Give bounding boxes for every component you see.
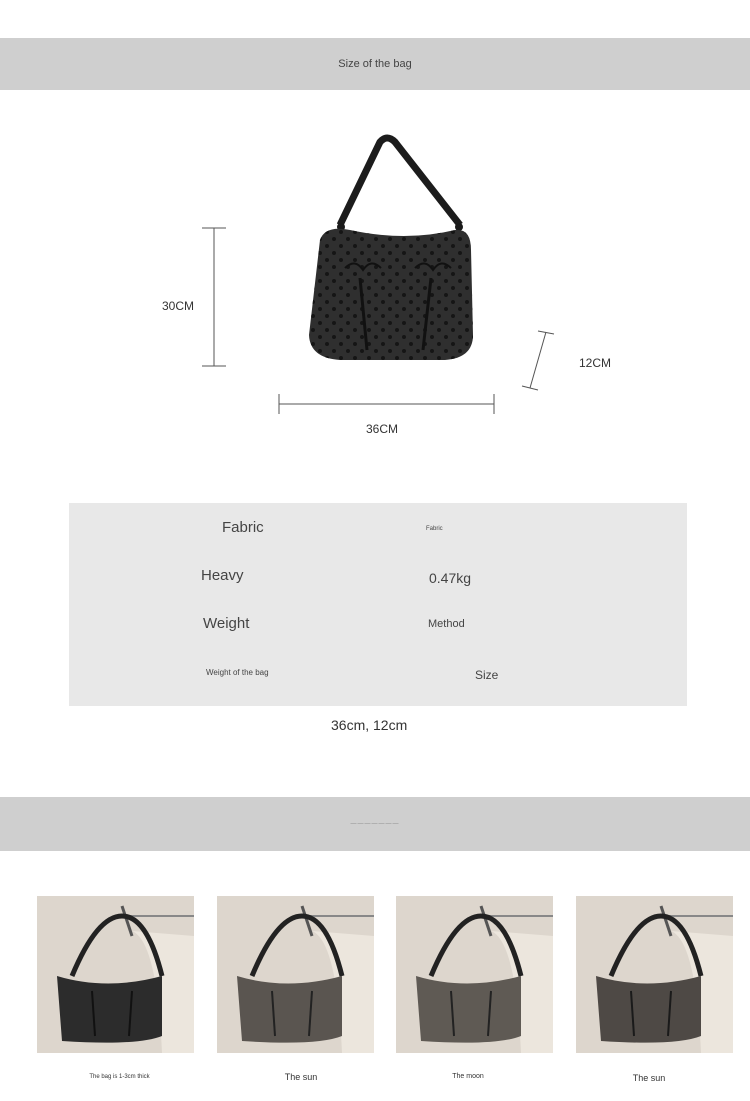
color-caption-4: The sun bbox=[632, 1073, 666, 1083]
spec-value-weight: 0.47kg bbox=[429, 570, 472, 586]
color-thumbnail-2[interactable] bbox=[217, 896, 374, 1053]
depth-dimension-line bbox=[518, 326, 558, 396]
bag-photo bbox=[396, 896, 553, 1053]
width-dimension-line bbox=[276, 392, 498, 416]
spec-label-size: Size bbox=[475, 668, 499, 682]
spec-label-weight: Weight bbox=[203, 615, 250, 632]
colors-header-band bbox=[0, 797, 750, 851]
spec-label-bag-weight: Weight of the bag bbox=[206, 668, 269, 677]
color-caption-2: The sun bbox=[284, 1072, 318, 1082]
spec-label-heavy: Heavy bbox=[201, 567, 244, 584]
size-header-title: Size of the bag bbox=[338, 58, 412, 70]
color-caption-1: The bag is 1-3cm thick bbox=[89, 1074, 150, 1080]
color-caption-3: The moon bbox=[452, 1073, 484, 1080]
spec-table bbox=[69, 503, 687, 706]
spec-label-method: Method bbox=[428, 618, 465, 630]
height-dimension-line bbox=[198, 225, 230, 370]
color-thumbnail-4[interactable] bbox=[576, 896, 733, 1053]
depth-label: 12CM bbox=[579, 356, 612, 370]
bag-photo bbox=[37, 896, 194, 1053]
size-header-band bbox=[0, 38, 750, 90]
width-label: 36CM bbox=[366, 422, 399, 436]
spec-label-fabric: Fabric bbox=[222, 519, 264, 536]
spec-value-fabric: Fabric bbox=[426, 526, 443, 532]
spec-value-size: 36cm, 12cm bbox=[331, 717, 408, 733]
main-bag-image bbox=[295, 130, 485, 370]
height-label: 30CM bbox=[162, 299, 195, 313]
bag-photo bbox=[217, 896, 374, 1053]
bag-photo bbox=[576, 896, 733, 1053]
color-thumbnail-3[interactable] bbox=[396, 896, 553, 1053]
colors-header-title: ——————— bbox=[350, 821, 400, 827]
color-thumbnail-1[interactable] bbox=[37, 896, 194, 1053]
